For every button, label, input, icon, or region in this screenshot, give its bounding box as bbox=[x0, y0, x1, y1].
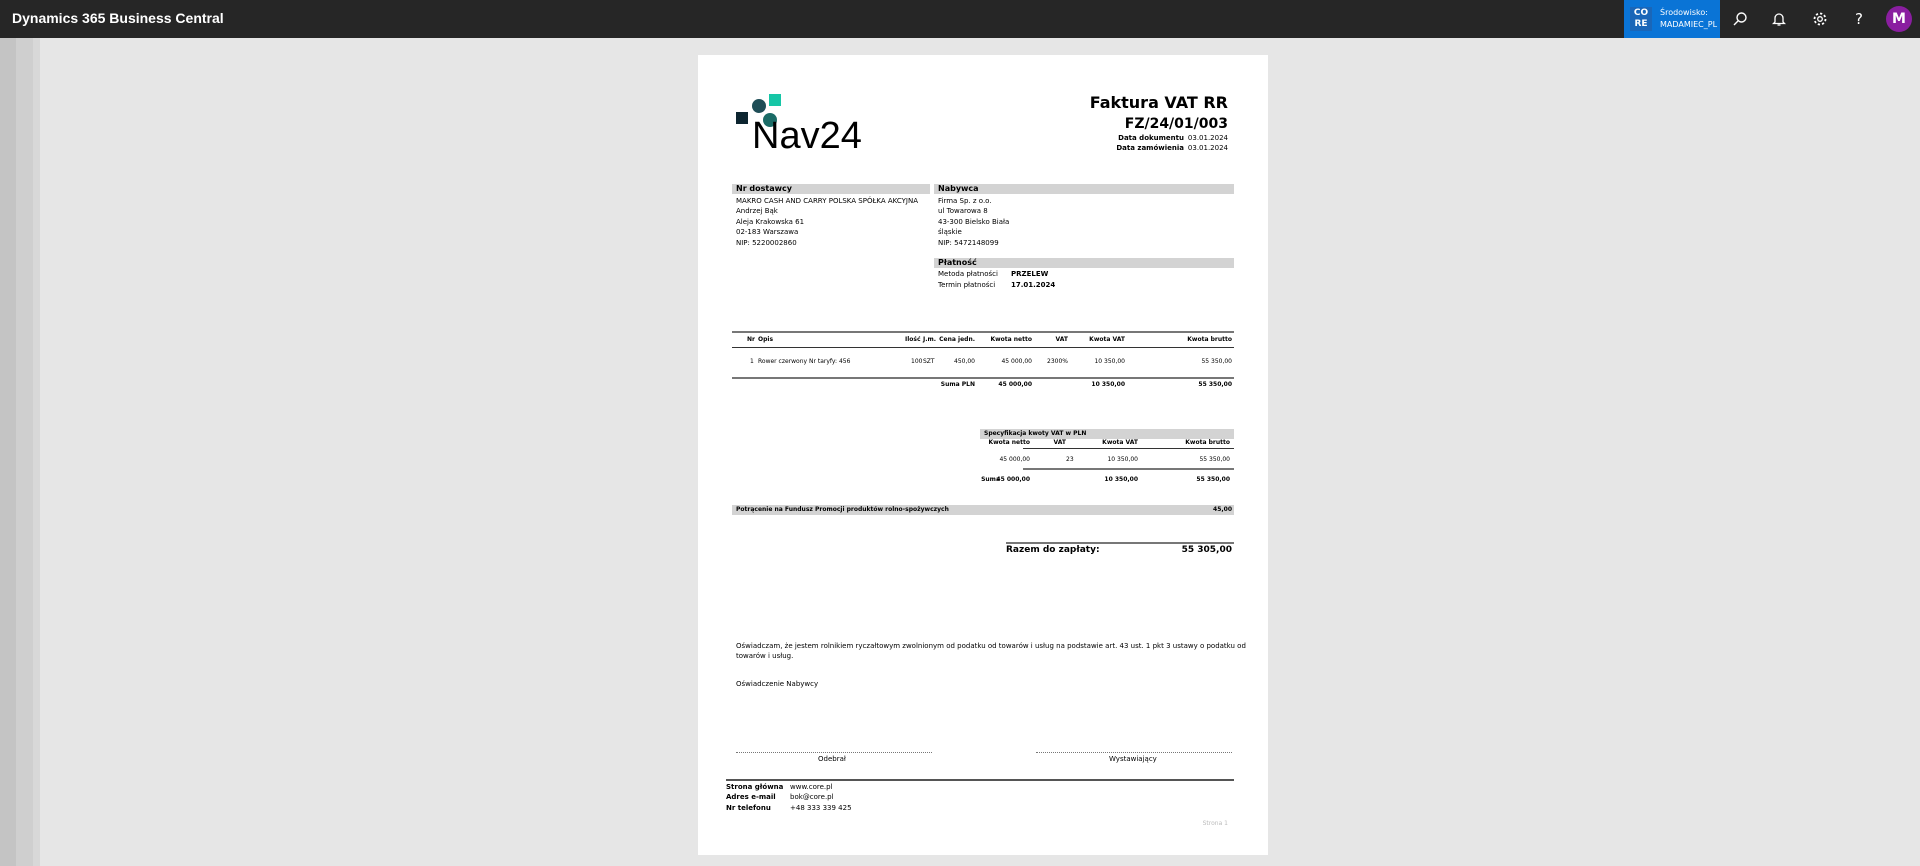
col-quantity: Ilość bbox=[905, 336, 921, 343]
cell: 2300% bbox=[1047, 358, 1068, 365]
supplier-line: Aleja Krakowska 61 bbox=[736, 217, 805, 226]
spec-total-gross: 55 350,00 bbox=[1196, 476, 1230, 483]
invoice-title: Faktura VAT RR bbox=[1089, 93, 1228, 112]
total-due-label: Razem do zapłaty: bbox=[1006, 545, 1100, 555]
logo-text: Nav24 bbox=[752, 115, 862, 157]
side-panel-divider bbox=[16, 38, 33, 866]
spec-cell: 55 350,00 bbox=[1199, 456, 1230, 463]
cell: SZT bbox=[923, 358, 935, 365]
supplier-header: Nr dostawcy bbox=[732, 184, 930, 194]
footer-label: Strona główna bbox=[726, 783, 784, 791]
cell: Rower czerwony Nr taryfy: 456 bbox=[758, 358, 851, 365]
doc-date-label: Data dokumentu bbox=[1118, 134, 1184, 142]
cell: 100 bbox=[911, 358, 923, 365]
deduction-value: 45,00 bbox=[1213, 506, 1232, 513]
buyer-line: śląskie bbox=[938, 228, 962, 237]
footer-label: Nr telefonu bbox=[726, 804, 771, 812]
cell: 450,00 bbox=[954, 358, 975, 365]
doc-date: 03.01.2024 bbox=[1187, 134, 1228, 142]
supplier-line: MAKRO CASH AND CARRY POLSKA SPÓŁKA AKCYJNA bbox=[736, 197, 918, 205]
cell: 1 bbox=[750, 358, 754, 365]
issuer-signature-line bbox=[1036, 752, 1232, 753]
supplier-line: 02-183 Warszawa bbox=[736, 228, 799, 237]
help-icon[interactable]: ? bbox=[1855, 10, 1863, 28]
search-icon[interactable] bbox=[1728, 7, 1752, 31]
cell: 10 350,00 bbox=[1094, 358, 1125, 365]
col-nr: Nr bbox=[747, 336, 755, 343]
total-due-value: 55 305,00 bbox=[1181, 545, 1232, 555]
buyer-line: NIP: 5472148099 bbox=[938, 238, 999, 247]
received-label: Odebrał bbox=[818, 755, 846, 763]
total-vat: 10 350,00 bbox=[1091, 381, 1125, 388]
received-signature-line bbox=[736, 752, 932, 753]
avatar[interactable]: M bbox=[1886, 6, 1912, 32]
footer-email: bok@core.pl bbox=[790, 793, 834, 801]
spec-row-rule bbox=[1023, 468, 1234, 470]
buyer-line: ul Towarowa 8 bbox=[938, 207, 988, 216]
report-page bbox=[698, 55, 1268, 855]
top-bar bbox=[0, 0, 1920, 38]
payment-header: Płatność bbox=[934, 258, 1234, 268]
spec-header-rule bbox=[1023, 448, 1234, 449]
row-rule bbox=[732, 377, 1234, 379]
col-unit: J.m. bbox=[923, 336, 937, 343]
col-vat-amount: Kwota VAT bbox=[1089, 336, 1125, 343]
supplier-address bbox=[736, 196, 918, 248]
page-number: Strona 1 bbox=[1202, 820, 1228, 827]
spec-cell: 10 350,00 bbox=[1107, 456, 1138, 463]
payment-due-label: Termin płatności bbox=[938, 281, 996, 289]
spec-total-vat: 10 350,00 bbox=[1104, 476, 1138, 483]
buyer-header: Nabywca bbox=[934, 184, 1234, 194]
company-badge bbox=[1630, 7, 1652, 31]
footer-website: www.core.pl bbox=[790, 783, 833, 791]
buyer-line: Firma Sp. z o.o. bbox=[938, 197, 992, 205]
badge-line-2: RE bbox=[1634, 19, 1648, 29]
spec-cell: 23 bbox=[1066, 456, 1074, 463]
spec-col-vat: VAT bbox=[1053, 439, 1066, 446]
buyer-statement: Oświadczenie Nabywcy bbox=[736, 680, 819, 688]
buyer-address bbox=[938, 196, 1009, 248]
supplier-line: Andrzej Bąk bbox=[736, 207, 778, 216]
spec-col-vat-amount: Kwota VAT bbox=[1102, 439, 1138, 446]
order-date: 03.01.2024 bbox=[1187, 144, 1228, 152]
col-net: Kwota netto bbox=[990, 336, 1032, 343]
deduction-bar bbox=[732, 505, 1234, 515]
total-gross: 55 350,00 bbox=[1198, 381, 1232, 388]
statement-text-cont: towarów i usług. bbox=[736, 652, 794, 660]
cell: 45 000,00 bbox=[1001, 358, 1032, 365]
spec-cell: 45 000,00 bbox=[999, 456, 1030, 463]
total-rule bbox=[1006, 542, 1234, 544]
spec-total-net: 45 000,00 bbox=[996, 476, 1030, 483]
payment-due: 17.01.2024 bbox=[1011, 281, 1056, 289]
invoice-number: FZ/24/01/003 bbox=[1124, 116, 1228, 132]
env-label: Środowisko: bbox=[1660, 8, 1708, 17]
vat-spec-header: Specyfikacja kwoty VAT w PLN bbox=[980, 429, 1234, 439]
total-label: Suma PLN bbox=[940, 381, 975, 388]
col-description: Opis bbox=[758, 336, 774, 343]
col-vat: VAT bbox=[1055, 336, 1068, 343]
footer-label: Adres e-mail bbox=[726, 793, 776, 801]
spec-total-label: Suma bbox=[981, 476, 1000, 483]
spec-col-net: Kwota netto bbox=[988, 439, 1030, 446]
env-name: MADAMIEC_PL bbox=[1660, 20, 1718, 29]
environment-indicator[interactable] bbox=[1624, 0, 1720, 38]
gear-icon[interactable] bbox=[1808, 7, 1832, 31]
footer-rule bbox=[726, 779, 1234, 781]
payment-method: PRZELEW bbox=[1011, 270, 1049, 278]
spec-col-gross: Kwota brutto bbox=[1185, 439, 1230, 446]
table-top-rule bbox=[732, 331, 1234, 333]
issuer-label: Wystawiający bbox=[1109, 755, 1157, 763]
app-title[interactable]: Dynamics 365 Business Central bbox=[12, 10, 224, 26]
cell: 55 350,00 bbox=[1201, 358, 1232, 365]
buyer-line: 43-300 Bielsko Biała bbox=[938, 217, 1010, 226]
statement-text: Oświadczam, że jestem rolnikiem ryczałtowym zwolnionym od podatku od towarów i usług na podstawie art. 43 ust. 1 pkt 3 ustawy o podatku od bbox=[736, 642, 1246, 650]
deduction-label: Potrącenie na Fundusz Promocji produktów rolno-spożywczych bbox=[736, 506, 949, 513]
col-gross: Kwota brutto bbox=[1187, 336, 1232, 343]
bell-icon[interactable] bbox=[1767, 7, 1791, 31]
badge-line-1: CO bbox=[1633, 8, 1649, 18]
side-panel bbox=[0, 38, 16, 866]
payment-method-label: Metoda płatności bbox=[938, 270, 998, 278]
footer-phone: +48 333 339 425 bbox=[790, 804, 852, 812]
supplier-line: NIP: 5220002860 bbox=[736, 238, 797, 247]
order-date-label: Data zamówienia bbox=[1116, 144, 1184, 152]
total-net: 45 000,00 bbox=[998, 381, 1032, 388]
header-rule bbox=[732, 347, 1234, 348]
side-panel-edge bbox=[33, 38, 40, 866]
col-unit-price: Cena jedn. bbox=[939, 336, 975, 343]
